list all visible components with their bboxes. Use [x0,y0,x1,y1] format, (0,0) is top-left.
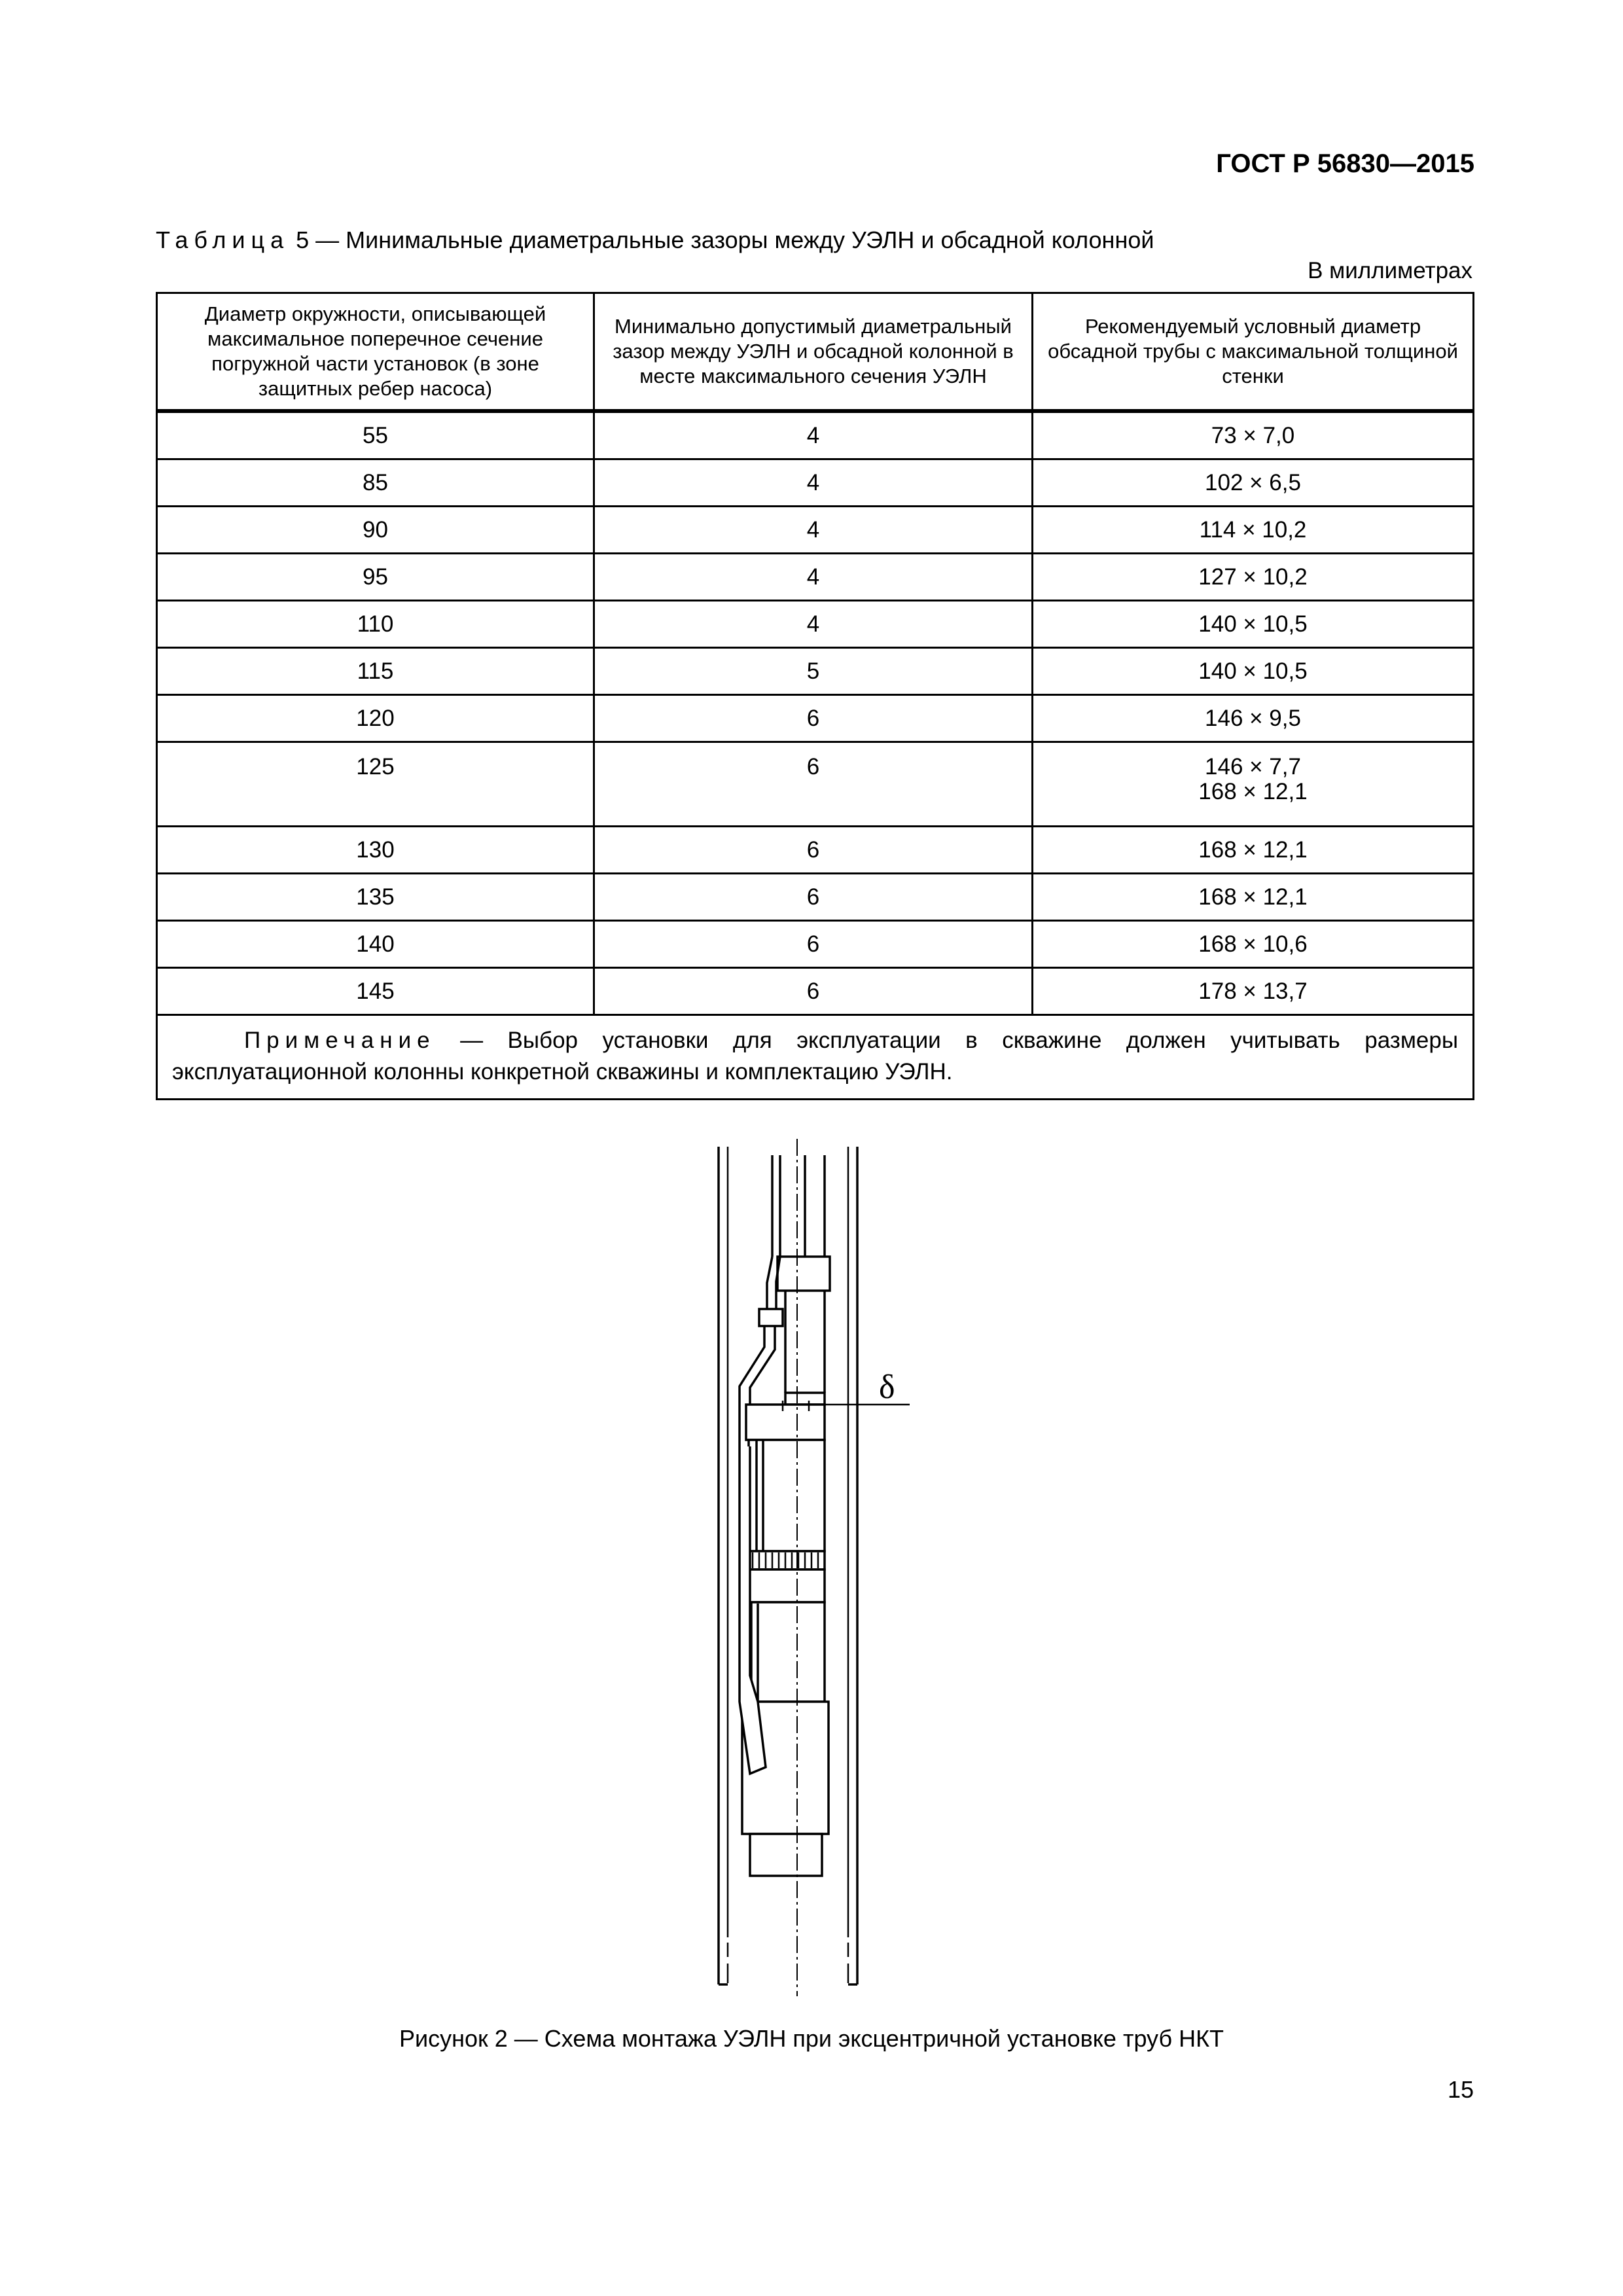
cell-diameter: 120 [157,695,594,742]
note-text: — Выбор установки для эксплуатации в скважине должен учитывать размеры эксплуатационной колонны конкретной скважины и комплектацию УЭЛН. [172,1028,1458,1085]
table-units: В миллиметрах [1308,258,1472,283]
cell-casing: 168 × 12,1 [1033,827,1474,874]
cell-casing: 178 × 13,7 [1033,968,1474,1015]
pump-head [746,1405,825,1440]
cable-clamp [759,1309,783,1326]
header-casing: Рекомендуемый условный диаметр обсадной трубы с максимальной толщиной стенки [1033,293,1474,412]
cell-gap: 4 [594,411,1033,459]
cell-casing: 114 × 10,2 [1033,507,1474,554]
cell-casing-line-2: 168 × 12,1 [1198,779,1308,804]
pump-section [749,1440,825,1551]
cell-gap: 6 [594,921,1033,968]
table-caption-label: Таблица [156,226,290,253]
cell-casing: 140 × 10,5 [1033,648,1474,695]
cell-diameter: 110 [157,601,594,648]
note-label: Примечание [244,1028,436,1053]
tubing-coupling [777,1257,830,1291]
cell-gap: 5 [594,648,1033,695]
cell-casing-line-1: 146 × 7,7 [1205,754,1301,780]
document-code: ГОСТ Р 56830—2015 [1216,149,1474,178]
cell-gap: 6 [594,742,1033,827]
cell-gap: 6 [594,968,1033,1015]
cell-diameter: 125 [157,742,594,827]
cell-gap: 6 [594,874,1033,921]
cell-gap: 4 [594,601,1033,648]
cell-diameter: 95 [157,554,594,601]
cell-diameter: 55 [157,411,594,459]
delta-label: δ [879,1369,895,1406]
cell-gap: 4 [594,459,1033,507]
cell-casing: 146 × 9,5 [1033,695,1474,742]
cell-diameter: 90 [157,507,594,554]
header-gap: Минимально допустимый диаметральный зазор между УЭЛН и обсадной колонной в месте максимального сечения УЭЛН [594,293,1033,412]
cell-diameter: 115 [157,648,594,695]
protector-section [751,1602,825,1702]
cell-casing: 102 × 6,5 [1033,459,1474,507]
page-number: 15 [1447,2076,1474,2103]
cell-casing: 73 × 7,0 [1033,411,1474,459]
cell-casing: 168 × 12,1 [1033,874,1474,921]
table-caption-text: 5 — Минимальные диаметральные зазоры между УЭЛН и обсадной колонной [289,226,1154,253]
cell-gap: 4 [594,507,1033,554]
header-diameter: Диаметр окружности, описывающей максимальное поперечное сечение погружной части установок (в зоне защитных ребер насоса) [157,293,594,412]
cell-casing: 127 × 10,2 [1033,554,1474,601]
cell-diameter: 140 [157,921,594,968]
motor-base [750,1834,822,1876]
cell-gap: 4 [594,554,1033,601]
cell-diameter: 130 [157,827,594,874]
cell-diameter: 135 [157,874,594,921]
cell-diameter: 85 [157,459,594,507]
cell-gap: 6 [594,827,1033,874]
cell-diameter: 145 [157,968,594,1015]
cell-gap: 6 [594,695,1033,742]
cell-casing: 140 × 10,5 [1033,601,1474,648]
figure-caption: Рисунок 2 — Схема монтажа УЭЛН при эксцентричной установке труб НКТ [399,2025,1224,2052]
cell-casing: 168 × 10,6 [1033,921,1474,968]
